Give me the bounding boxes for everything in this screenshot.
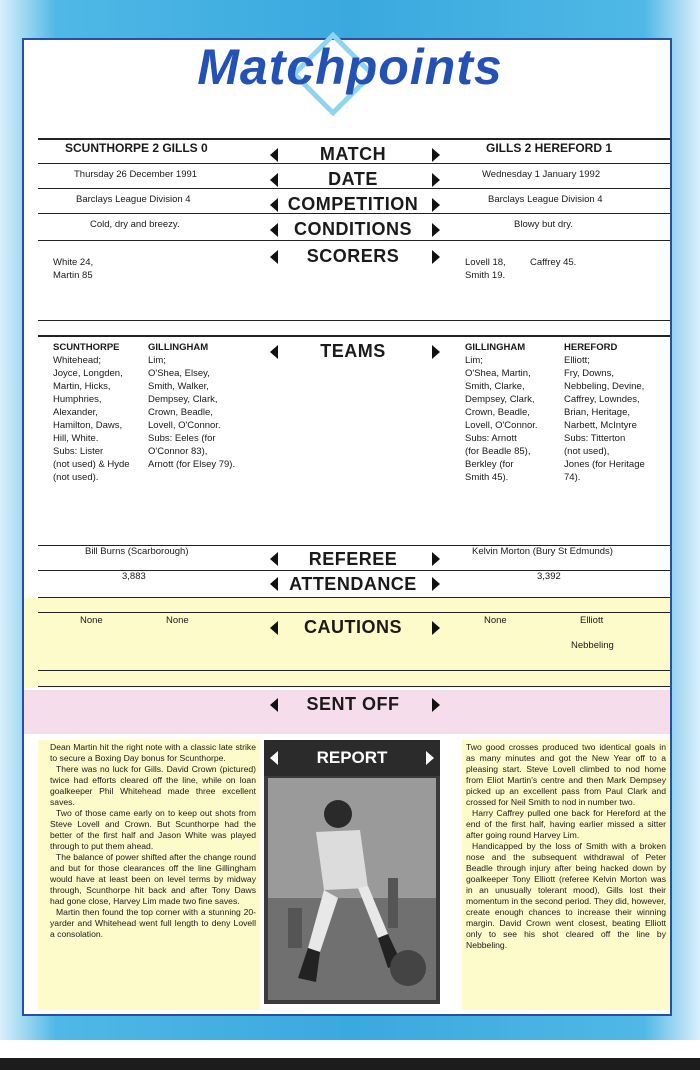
left-arrow-icon: [270, 173, 278, 187]
team-line: Humphries,: [53, 394, 102, 405]
right-cautions-a: None: [484, 615, 507, 626]
left-arrow-icon: [270, 223, 278, 237]
right-arrow-icon: [432, 345, 440, 359]
team-line: Dempsey, Clark,: [148, 394, 218, 405]
team-line: Lim;: [148, 355, 166, 366]
left-referee: Bill Burns (Scarborough): [85, 546, 189, 557]
team-line: Smith, Walker,: [148, 381, 209, 392]
team-line: 74).: [564, 472, 581, 483]
divider: [38, 686, 670, 687]
report-paragraph: Martin then found the top corner with a stunning 20-yarder and Whitehead went full length to deny Lovell a consolation.: [50, 907, 256, 939]
left-arrow-icon: [270, 577, 278, 591]
report-paragraph: Two good crosses produced two identical goals in as many minutes and got the New Year off to a pleasing start. Steve Lovell climbed to nod home from Eliot Martin's centre and then Mark Dempsey picked up an excellent pass from Paul Clark and crossed for Neil Smith to nod in number two.: [466, 742, 666, 807]
left-arrow-icon: [270, 552, 278, 566]
right-arrow-icon: [432, 250, 440, 264]
left-competition: Barclays League Division 4: [76, 194, 191, 205]
team-line: Smith 45).: [465, 472, 509, 483]
team-line: O'Shea, Martin,: [465, 368, 531, 379]
left-arrow-icon: [270, 250, 278, 264]
team-name: HEREFORD: [564, 342, 618, 353]
divider: [38, 138, 670, 140]
right-arrow-icon: [432, 148, 440, 162]
scorer-line: Smith 19.: [465, 270, 506, 281]
team-line: Nebbeling, Devine,: [564, 381, 645, 392]
report-paragraph: Dean Martin hit the right note with a classic late strike to secure a Boxing Day bonus for Scunthorpe.: [50, 742, 256, 763]
divider: [38, 335, 670, 337]
team-line: (not used),: [564, 446, 610, 457]
scorer-line: Lovell 18,: [465, 257, 506, 268]
report-right: [466, 742, 666, 951]
label-competition: COMPETITION: [287, 194, 419, 214]
team-line: Hamilton, Daws,: [53, 420, 123, 431]
bottom-bar: [0, 1058, 700, 1070]
report-photo-box: [264, 740, 440, 1004]
right-arrow-icon: [432, 552, 440, 566]
left-arrow-icon: [270, 345, 278, 359]
divider: [38, 240, 670, 241]
team-line: Lovell, O'Connor.: [465, 420, 538, 431]
right-match: GILLS 2 HEREFORD 1: [486, 141, 613, 155]
page-title: Matchpoints: [197, 39, 503, 95]
team-line: Crown, Beadle,: [148, 407, 213, 418]
team-line: Subs: Eeles (for: [148, 433, 216, 444]
team-name: GILLINGHAM: [465, 342, 526, 353]
team-line: Dempsey, Clark,: [465, 394, 535, 405]
left-arrow-icon: [270, 198, 278, 212]
right-arrow-icon: [426, 751, 434, 765]
report-paragraph: The balance of power shifted after the change round and but for those clearances off the line Gillingham would have at least been on level terms by midway through, Scunthorpe hit back and after Tony Daws had gone close, Harvey Lim made two fine saves.: [50, 852, 256, 906]
left-arrow-icon: [270, 751, 278, 765]
divider: [38, 612, 670, 613]
label-date: DATE: [328, 169, 378, 189]
right-scorers: [465, 256, 506, 282]
team-line: (not used).: [53, 472, 99, 483]
left-cautions-b: None: [166, 615, 189, 626]
right-arrow-icon: [432, 698, 440, 712]
right-arrow-icon: [432, 577, 440, 591]
team-line: Hill, White.: [53, 433, 99, 444]
label-attendance: ATTENDANCE: [289, 574, 417, 594]
right-referee: Kelvin Morton (Bury St Edmunds): [472, 546, 613, 557]
right-scorers-opponent: Caffrey 45.: [530, 257, 577, 268]
right-arrow-icon: [432, 173, 440, 187]
team-line: Elliott;: [564, 355, 590, 366]
right-team-b: [564, 341, 645, 484]
report-header: [264, 740, 440, 776]
team-line: Lovell, O'Connor.: [148, 420, 221, 431]
report-paragraph: Handicapped by the loss of Smith with a broken nose and the subsequent withdrawal of Peter Beadle through injury after being hacked down by goalkeeper Tony Elliott (referee Kelvin Morton was in an unusually tolerant mood), Gills lost their momentum in the second period. They did, however, create enough chances to increase their winning margin. David Crown went closest, beating Elliott only to see his shot cleared off the line by Nebbeling.: [466, 841, 666, 950]
scorer-line: Martin 85: [53, 270, 93, 281]
right-competition: Barclays League Division 4: [488, 194, 603, 205]
team-line: Fry, Downs,: [564, 368, 614, 379]
team-line: Brian, Heritage,: [564, 407, 631, 418]
divider: [38, 320, 670, 321]
left-conditions: Cold, dry and breezy.: [90, 219, 180, 230]
right-arrow-icon: [432, 621, 440, 635]
right-cautions-b2: Nebbeling: [571, 640, 614, 651]
team-line: O'Connor 83),: [148, 446, 208, 457]
label-teams: TEAMS: [320, 341, 386, 361]
team-line: Lim;: [465, 355, 483, 366]
label-match: MATCH: [319, 144, 387, 164]
label-scorers: SCORERS: [306, 246, 400, 266]
team-line: Subs: Arnott: [465, 433, 517, 444]
left-arrow-icon: [270, 621, 278, 635]
team-line: Jones (for Heritage: [564, 459, 645, 470]
scorer-line: White 24,: [53, 257, 94, 268]
divider: [38, 597, 670, 598]
label-cautions: CAUTIONS: [304, 617, 402, 637]
team-line: Smith, Clarke,: [465, 381, 525, 392]
team-line: O'Shea, Elsey,: [148, 368, 210, 379]
left-cautions-a: None: [80, 615, 103, 626]
left-match: SCUNTHORPE 2 GILLS 0: [65, 141, 208, 155]
team-line: Arnott (for Elsey 79).: [148, 459, 236, 470]
team-line: (for Beadle 85),: [465, 446, 531, 457]
match-photo: [268, 778, 436, 1000]
team-line: Berkley (for: [465, 459, 514, 470]
team-line: Caffrey, Lowndes,: [564, 394, 640, 405]
team-line: Subs: Lister: [53, 446, 104, 457]
team-line: Joyce, Longden,: [53, 368, 123, 379]
left-attendance: 3,883: [122, 571, 146, 582]
right-arrow-icon: [432, 223, 440, 237]
left-date: Thursday 26 December 1991: [74, 169, 198, 180]
team-line: Alexander,: [53, 407, 98, 418]
label-conditions: CONDITIONS: [293, 219, 412, 239]
report-paragraph: Harry Caffrey pulled one back for Hereford at the end of the first half, having earlier missed a sitter after going round Harvey Lim.: [466, 808, 666, 840]
left-team-b: [148, 341, 235, 471]
report-paragraph: There was no luck for Gills. David Crown (pictured) twice had efforts cleared off the line, while on loan goalkeeper Phil Whitehead made three excellent saves.: [50, 764, 256, 807]
team-line: (not used) & Hyde: [53, 459, 130, 470]
right-team-a: [465, 341, 538, 484]
team-line: Subs: Titterton: [564, 433, 626, 444]
left-scorers: [53, 256, 93, 282]
team-line: Narbett, McIntyre: [564, 420, 637, 431]
team-line: Crown, Beadle,: [465, 407, 530, 418]
report-paragraph: Two of those came early on to keep out shots from Steve Lovell and Crown. But Scunthorpe had the better of the first half and Jason White was played through to put them ahead.: [50, 808, 256, 851]
left-arrow-icon: [270, 148, 278, 162]
right-date: Wednesday 1 January 1992: [482, 169, 601, 180]
right-arrow-icon: [432, 198, 440, 212]
team-line: Whitehead;: [53, 355, 102, 366]
player-silhouette-icon: [268, 778, 436, 1000]
left-team-a: [53, 341, 130, 484]
team-name: GILLINGHAM: [148, 342, 209, 353]
right-cautions-b1: Elliott: [580, 615, 604, 626]
team-line: Martin, Hicks,: [53, 381, 111, 392]
label-sent-off: SENT OFF: [306, 694, 400, 714]
team-name: SCUNTHORPE: [53, 342, 120, 353]
label-referee: REFEREE: [308, 549, 398, 569]
label-report: REPORT: [316, 748, 388, 767]
left-arrow-icon: [270, 698, 278, 712]
right-attendance: 3,392: [537, 571, 561, 582]
divider: [38, 670, 670, 671]
right-conditions: Blowy but dry.: [514, 219, 573, 230]
report-left: [50, 742, 256, 940]
